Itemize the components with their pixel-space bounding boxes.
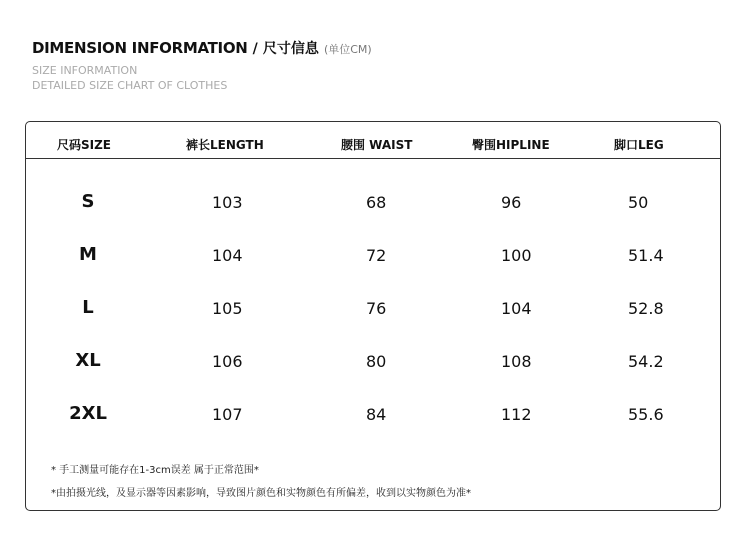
size-cell: 2XL [69, 403, 107, 424]
waist-cell: 68 [366, 193, 387, 212]
color-difference-note: *由拍摄光线，及显示器等因素影响，导致图片颜色和实物颜色有所偏差，收到以实物颜色为准* [51, 488, 471, 499]
column-header-hipline: 臀围HIPLINE [472, 138, 550, 152]
column-header-length: 裤长LENGTH [186, 138, 264, 152]
page-heading [32, 38, 372, 58]
leg-cell: 52.8 [628, 299, 664, 318]
measurement-error-note: * 手工测量可能存在1-3cm误差 属于正常范围* [51, 465, 259, 476]
hipline-cell: 96 [501, 193, 522, 212]
leg-cell: 54.2 [628, 352, 664, 371]
size-cell: S [81, 191, 95, 212]
table-row [26, 189, 720, 219]
leg-cell: 55.6 [628, 405, 664, 424]
waist-cell: 84 [366, 405, 387, 424]
table-row [26, 295, 720, 325]
header-divider [26, 158, 720, 159]
column-header-size: 尺码SIZE [57, 138, 112, 152]
hipline-cell: 104 [501, 299, 532, 318]
size-cell: M [79, 244, 97, 265]
heading-unit: (单位CM) [323, 43, 372, 56]
table-row [26, 401, 720, 431]
heading-title-en: DIMENSION INFORMATION [32, 39, 248, 57]
table-row [26, 348, 720, 378]
hipline-cell: 112 [501, 405, 532, 424]
hipline-cell: 108 [501, 352, 532, 371]
size-cell: XL [75, 350, 101, 371]
length-cell: 107 [212, 405, 243, 424]
length-cell: 106 [212, 352, 243, 371]
hipline-cell: 100 [501, 246, 532, 265]
table-row [26, 242, 720, 272]
length-cell: 104 [212, 246, 243, 265]
heading-separator: / [252, 41, 258, 57]
leg-cell: 50 [628, 193, 649, 212]
size-table [25, 121, 721, 511]
column-header-leg: 脚口LEG [614, 138, 664, 152]
subtitle-detailed-size-chart: DETAILED SIZE CHART OF CLOTHES [32, 79, 228, 92]
waist-cell: 76 [366, 299, 387, 318]
waist-cell: 80 [366, 352, 387, 371]
length-cell: 103 [212, 193, 243, 212]
waist-cell: 72 [366, 246, 387, 265]
heading-title-cn: 尺寸信息 [262, 41, 319, 57]
leg-cell: 51.4 [628, 246, 664, 265]
length-cell: 105 [212, 299, 243, 318]
subtitle-size-information: SIZE INFORMATION [32, 64, 138, 77]
size-cell: L [82, 297, 94, 318]
column-header-waist: 腰围 WAIST [341, 138, 413, 152]
